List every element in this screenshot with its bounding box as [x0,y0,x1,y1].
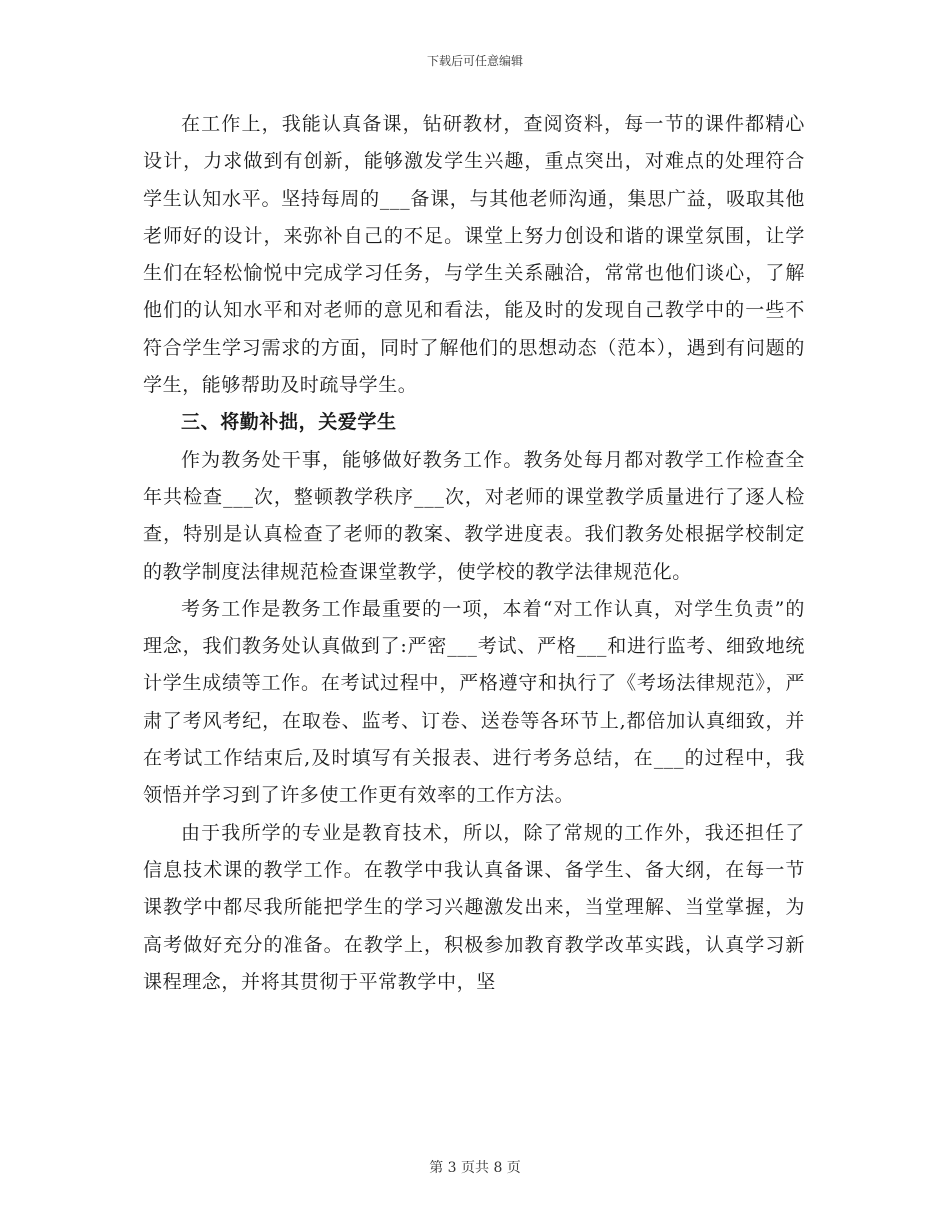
paragraph-academic-affairs: 作为教务处干事，能够做好教务工作。教务处每月都对教学工作检查全年共检查___次，整顿教学秩序___次，对老师的课堂教学质量进行了逐人检查，特别是认真检查了老师的教案、教学进度表。我们教务处根据学校制定的教学制度法律规范检查课堂教学，使学校的教学法律规范化。 [143,448,805,583]
document-body [143,106,805,1001]
page-header: 下载后可任意编辑 [426,54,523,68]
page-number: 第 3 页共 8 页 [429,1160,521,1176]
section-heading: 三、将勤补拙，关爱学生 [181,411,397,434]
paragraph-it-teaching: 由于我所学的专业是教育技术，所以，除了常规的工作外，我还担任了信息技术课的教学工作。在教学中我认真备课、备学生、备大纲，在每一节课教学中都尽我所能把学生的学习兴趣激发出来，当堂理解、当堂掌握，为高考做好充分的准备。在教学上，积极参加教育教学改革实践，认真学习新课程理念，并将其贯彻于平常教学中，坚 [143,821,805,993]
paragraph-exam-affairs: 考务工作是教务工作最重要的一项，本着“对工作认真，对学生负责”的理念，我们教务处认真做到了:严密___考试、严格___和进行监考、细致地统计学生成绩等工作。在考试过程中，严格遵守和执行了《考场法律规范》，严肃了考风考纪，在取卷、监考、订卷、送卷等各环节上,都倍加认真细致，并在考试工作结束后,及时填写有关报表、进行考务总结，在___的过程中，我领悟并学习到了许多使工作更有效率的工作方法。 [143,597,805,807]
paragraph-teaching-work: 在工作上，我能认真备课，钻研教材，查阅资料，每一节的课件都精心设计，力求做到有创新，能够激发学生兴趣，重点突出，对难点的处理符合学生认知水平。坚持每周的___备课，与其他老师沟通，集思广益，吸取其他老师好的设计，来弥补自己的不足。课堂上努力创设和谐的课堂氛围，让学生们在轻松愉悦中完成学习任务，与学生关系融洽，常常也他们谈心，了解他们的认知水平和对老师的意见和看法，能及时的发现自己教学中的一些不符合学生学习需求的方面，同时了解他们的思想动态（范本），遇到有问题的学生，能够帮助及时疏导学生。 [143,113,805,397]
